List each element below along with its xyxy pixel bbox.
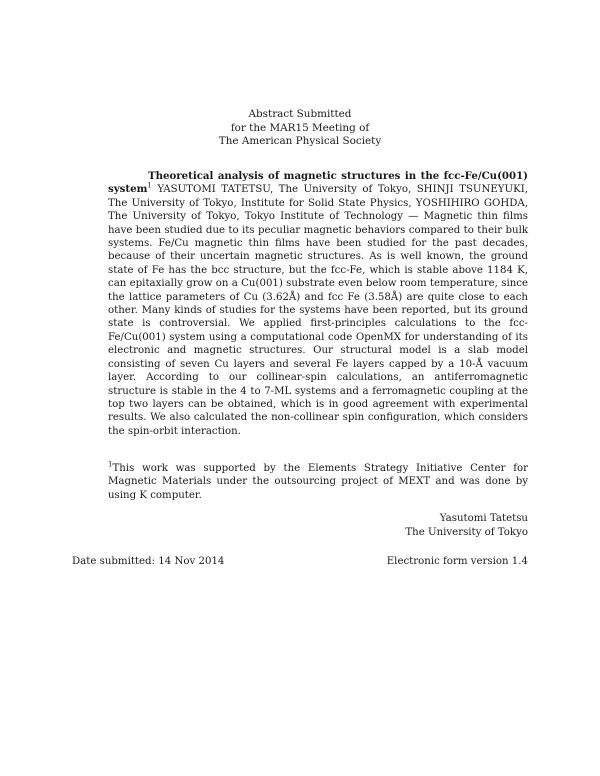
abstract-body: Magnetic thin films have been studied due to its peculiar magnetic behaviors compared to their bulk systems. Fe/Cu magnetic thin films have been studied for the past decades, because of their uncertain magnetic structures. As is well known, the ground state of Fe has the bcc structure, but the fcc-Fe, which is stable above 1184 K, can epitaxially grow on a Cu(001) substrate even below room temperature, since the lattice parameters of Cu (3.62Å) and fcc Fe (3.58Å) are quite close to each other. Many kinds of studies for the systems have been reported, but its ground state is controversial. We applied first-principles calculations to the fcc-Fe/Cu(001) system using a computational code OpenMX for understanding of its electronic and magnetic structures. Our structural model is a slab model consisting of seven Cu layers and several Fe layers capped by a 10-Å vacuum layer. According to our collinear-spin calculations, an antiferromagnetic structure is stable in the 4 to 7-ML systems and a ferromagnetic coupling at the top two layers can be obtained, which is in good agreement with experimental results. We also calculated the non-collinear spin configuration, which considers the spin-orbit interaction.	[108, 211, 528, 437]
form-version: Electronic form version 1.4	[386, 556, 528, 567]
author-list: YASUTOMI TATETSU, The University of Tokyo, SHINJI TSUNEYUKI, The University of Tokyo, Institute for Solid State Physics, YOSHIHIRO GOHDA, The University of Tokyo, Tokyo Institute of Technology	[108, 184, 528, 223]
header-line-1: Abstract Submitted	[248, 108, 352, 120]
signature-affiliation: The University of Tokyo	[405, 527, 528, 538]
date-submitted: Date submitted: 14 Nov 2014	[72, 556, 225, 567]
em-dash-separator: —	[403, 211, 424, 223]
header-line-3: The American Physical Society	[218, 135, 382, 148]
title-footnote-mark: 1	[147, 182, 152, 191]
footnote-text: This work was supported by the Elements Strategy Initiative Center for Magnetic Materials under the outsourcing project of MEXT and was done by using K computer.	[108, 463, 528, 501]
footnote-block	[108, 462, 528, 502]
header-line-2: for the MAR15 Meeting of	[230, 121, 370, 134]
abstract-block	[108, 170, 528, 438]
signature-name: Yasutomi Tatetsu	[439, 513, 528, 524]
abstract-paragraph	[108, 170, 528, 438]
submission-header	[0, 108, 600, 149]
abstract-title: Theoretical analysis of magnetic structures in the fcc-Fe/Cu(001) system	[108, 170, 528, 196]
footnote-mark: 1	[108, 460, 113, 469]
footnote-paragraph	[108, 462, 528, 502]
signature-block	[360, 512, 528, 540]
